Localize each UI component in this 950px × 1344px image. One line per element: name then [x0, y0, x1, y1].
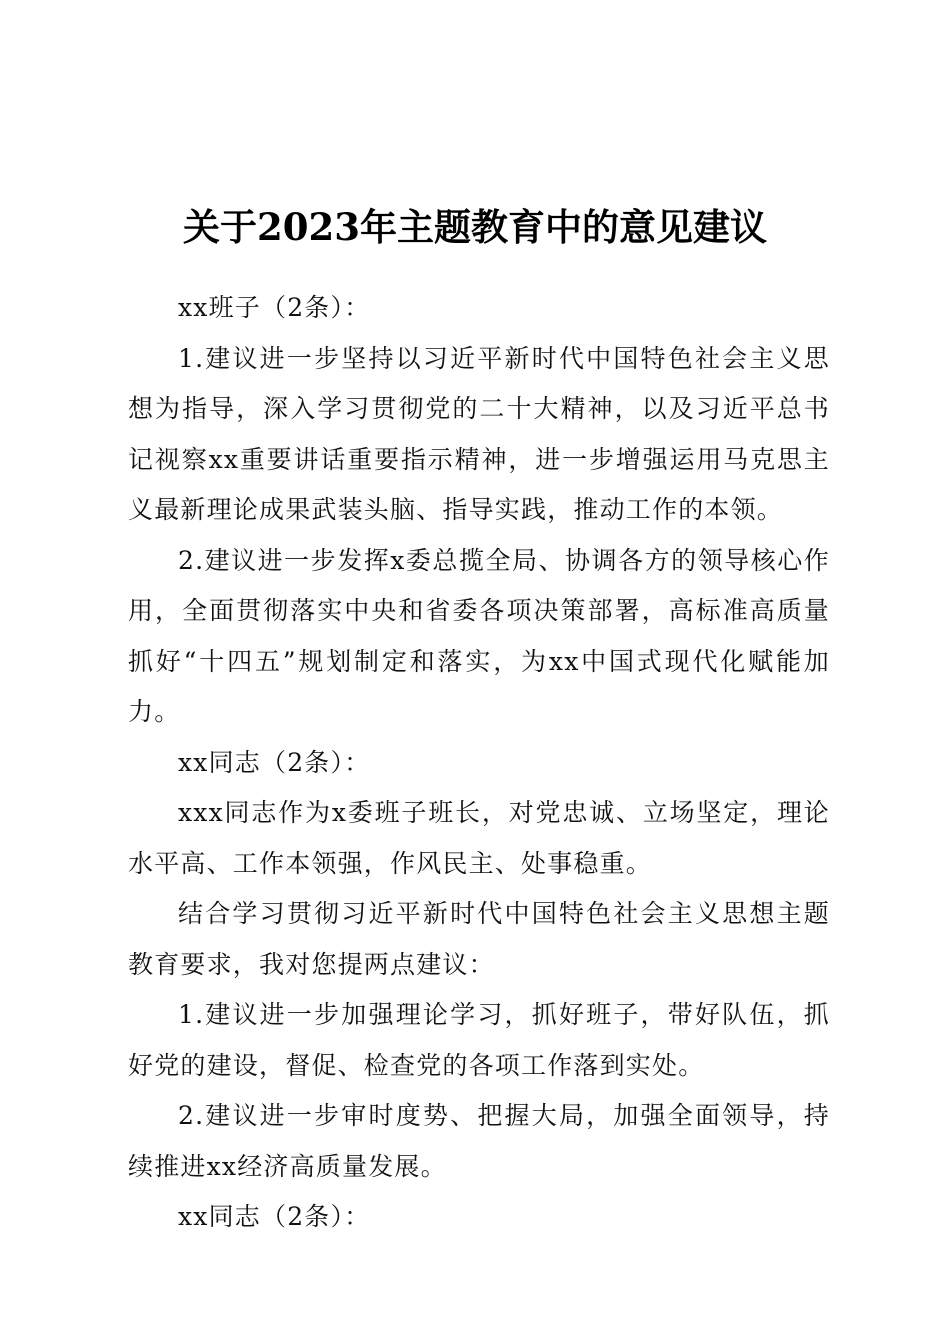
comrade-suggestion-1: 1.建议进一步加强理论学习，抓好班子，带好队伍，抓好党的建设，督促、检查党的各项工作落到实处。 — [128, 1000, 830, 1080]
section-heading-xx-comrade: xx同志（2条）： — [178, 747, 371, 777]
comrade-suggestion-intro: 结合学习贯彻习近平新时代中国特色社会主义思想主题教育要求，我对您提两点建议： — [128, 899, 830, 979]
section-heading-xx-team: xx班子（2条）： — [178, 293, 371, 322]
document-body — [128, 283, 830, 1243]
document-title: 关于2023年主题教育中的意见建议 — [183, 205, 767, 249]
comrade-suggestion-2: 2.建议进一步审时度势、把握大局，加强全面领导，持续推进xx经济高质量发展。 — [128, 1101, 830, 1181]
comrade-evaluation: xxx同志作为x委班子班长，对党忠诚、立场坚定，理论水平高、工作本领强，作风民主、处事稳重。 — [128, 798, 830, 878]
section-heading-xx-comrade-2: xx同志（2条）： — [178, 1202, 371, 1231]
team-suggestion-2: 2.建议进一步发挥x委总揽全局、协调各方的领导核心作用，全面贯彻落实中央和省委各项决策部署，高标准高质量抓好“十四五”规划制定和落实，为xx中国式现代化赋能加力。 — [128, 545, 830, 726]
team-suggestion-1: 1.建议进一步坚持以习近平新时代中国特色社会主义思想为指导，深入学习贯彻党的二十大精神，以及习近平总书记视察xx重要讲话重要指示精神，进一步增强运用马克思主义最新理论成果武装头脑、指导实践，推动工作的本领。 — [128, 343, 830, 524]
